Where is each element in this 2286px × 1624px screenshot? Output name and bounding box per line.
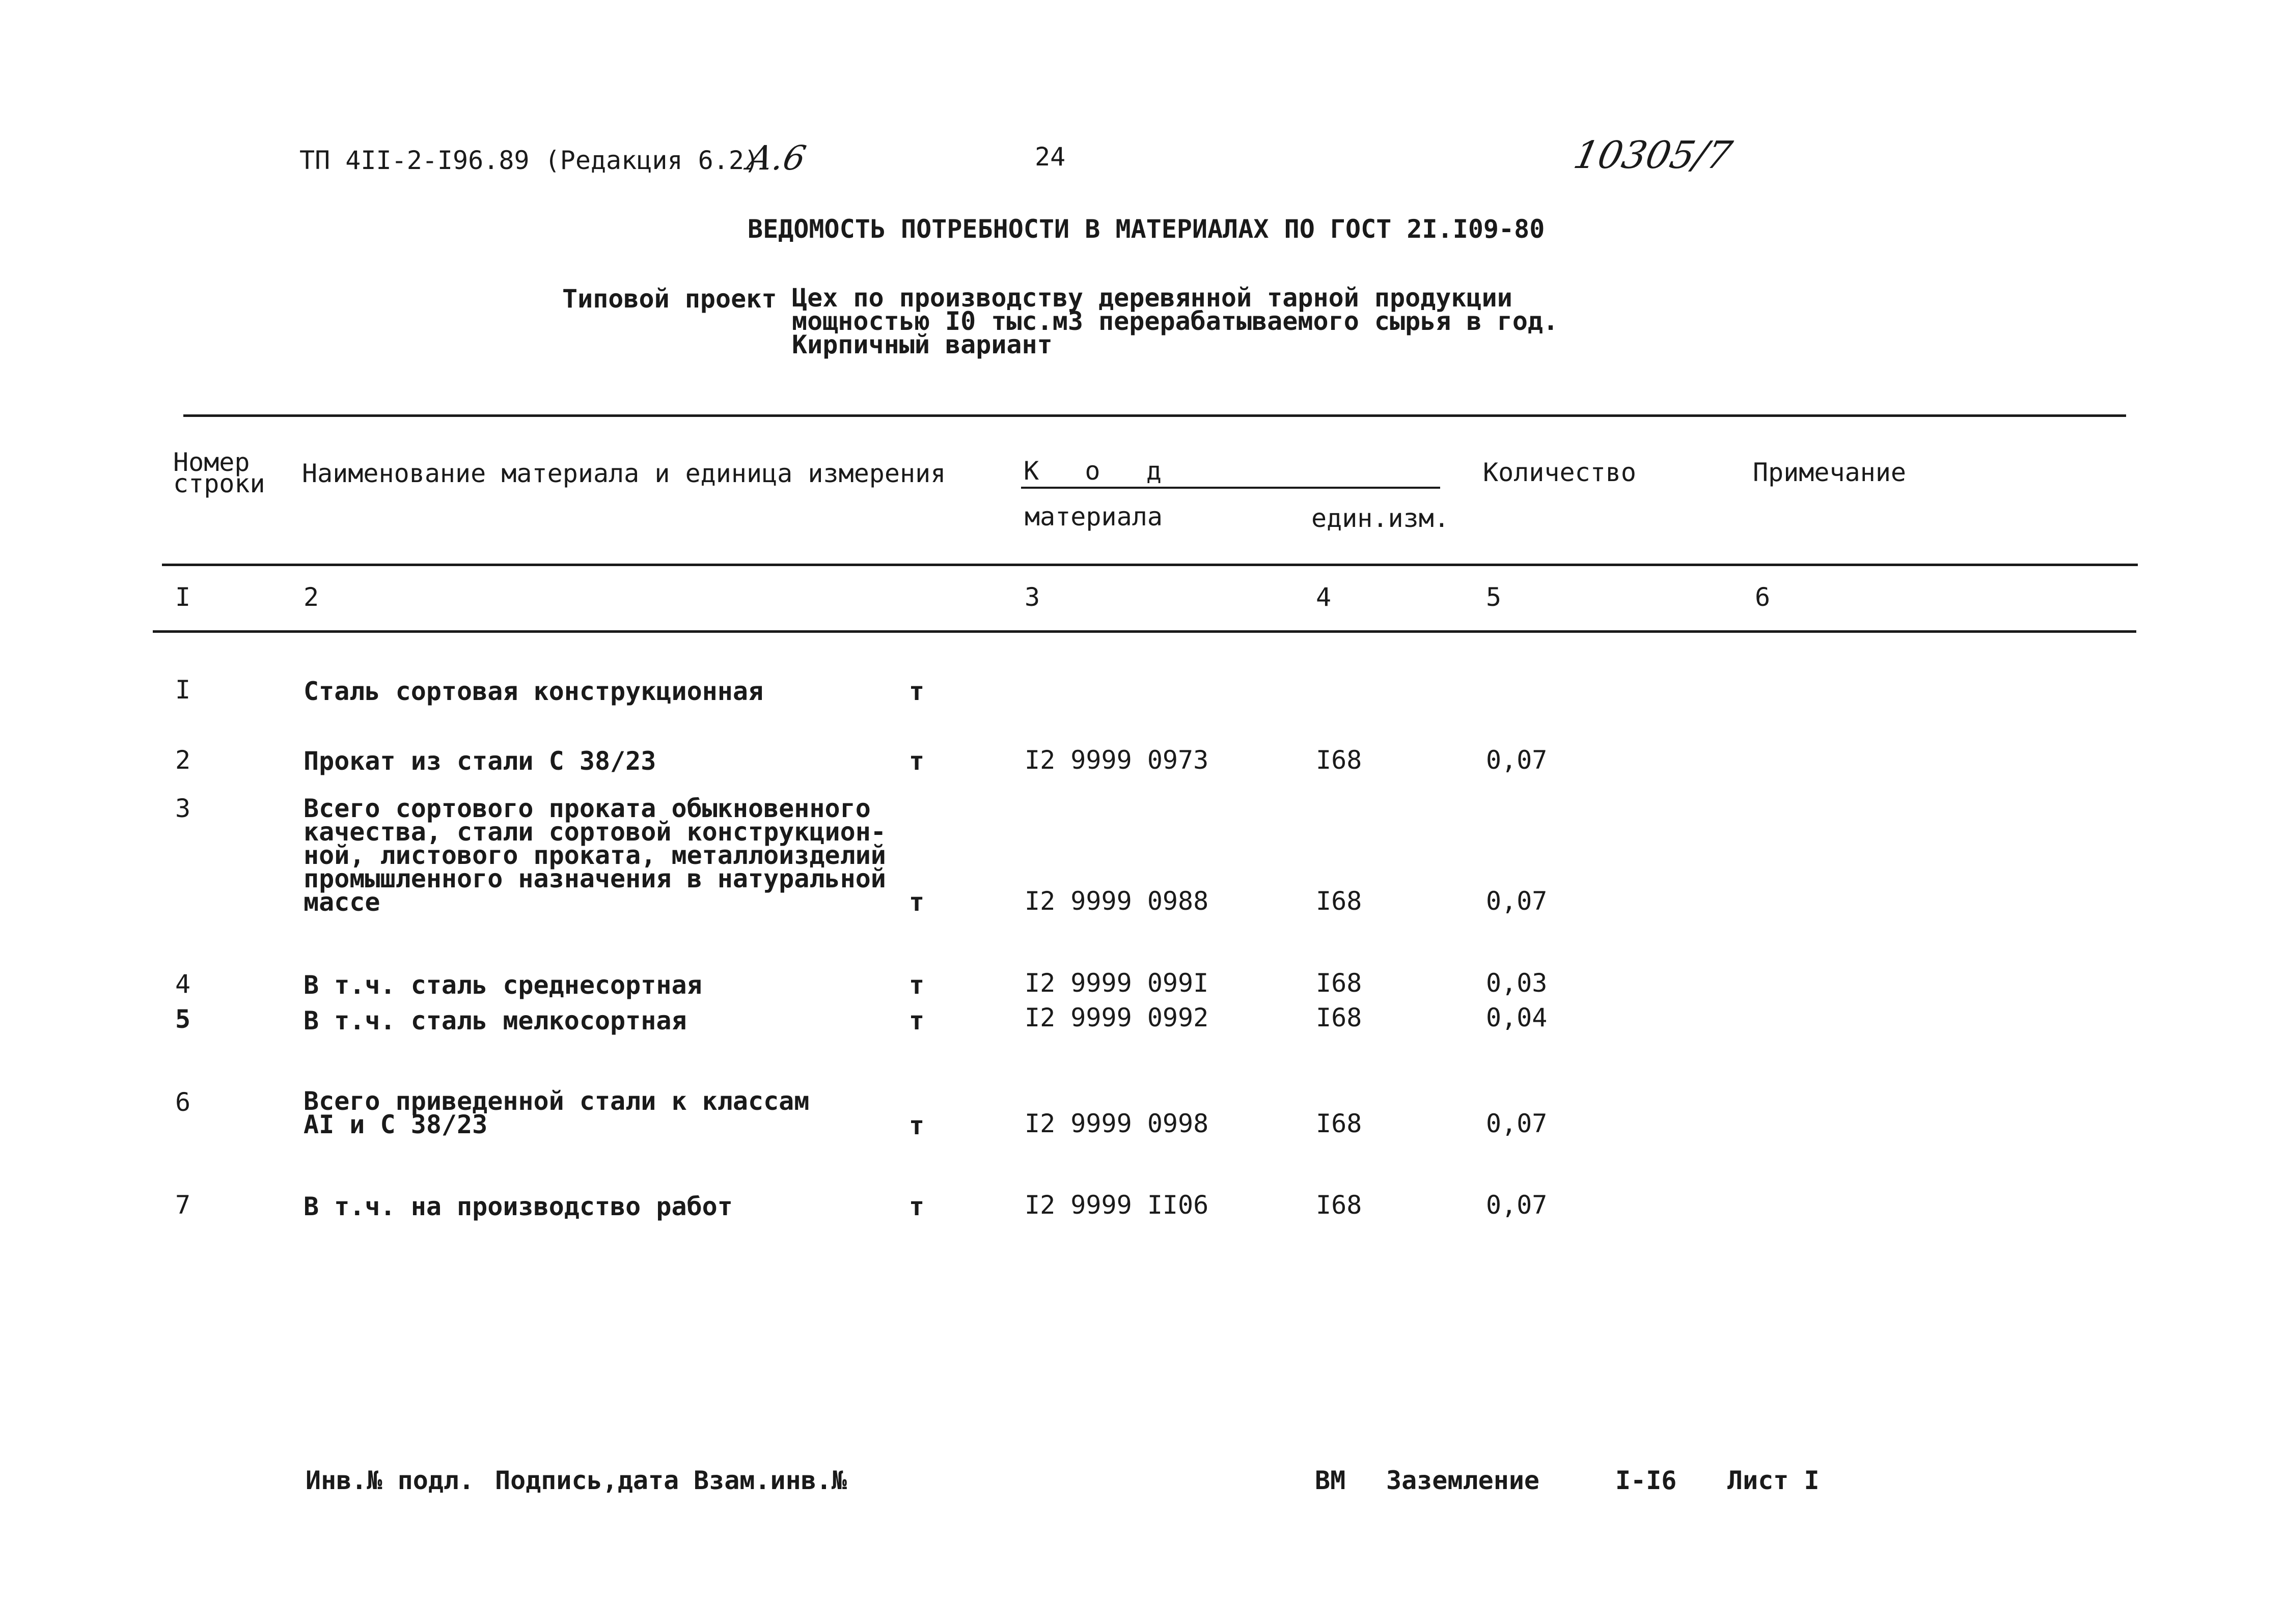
material-name: В т.ч. на производство работ <box>304 1192 733 1221</box>
material-name-line: ной, листового проката, металлоизделий <box>304 841 886 870</box>
footer-sheet-range: I-I6 <box>1615 1466 1677 1495</box>
header-code-material: материала <box>1025 502 1163 531</box>
unit-code: I68 <box>1316 1190 1362 1220</box>
footer-signature-label: Подпись,дата <box>495 1466 679 1495</box>
unit: т <box>909 887 925 917</box>
project-label: Типовой проект <box>562 284 777 314</box>
unit-code: I68 <box>1316 1003 1362 1032</box>
header-code-unit: един.изм. <box>1311 503 1449 533</box>
quantity: 0,07 <box>1486 886 1548 916</box>
row-number: 2 <box>175 745 191 775</box>
footer-sheet-label: Лист I <box>1727 1466 1820 1495</box>
header-row-number <box>173 447 265 498</box>
project-description <box>792 283 1559 359</box>
quantity: 0,07 <box>1486 1109 1548 1138</box>
unit-code: I68 <box>1316 968 1362 998</box>
unit: т <box>909 1192 925 1221</box>
row-number: 5 <box>175 1004 191 1034</box>
column-numbers-rule <box>153 630 2136 633</box>
row-number: 7 <box>175 1190 191 1220</box>
material-code: I2 9999 0973 <box>1025 745 1209 775</box>
unit: т <box>909 1006 925 1035</box>
code-underline <box>1021 487 1440 489</box>
material-name-line: качества, стали сортовой конструкцион- <box>304 817 886 847</box>
header-row-number-line: строки <box>173 469 265 498</box>
material-name-line: АI и С 38/23 <box>304 1110 488 1139</box>
project-line: Цех по производству деревянной тарной продукции <box>792 283 1512 313</box>
column-number: 3 <box>1025 582 1040 612</box>
header-note: Примечание <box>1753 458 1907 487</box>
project-line: мощностью I0 тыс.м3 перерабатываемого сырья в год. <box>792 306 1559 336</box>
material-name-line: Всего приведенной стали к классам <box>304 1086 810 1116</box>
material-name-line: промышленного назначения в натуральной <box>304 864 886 893</box>
page-number: 24 <box>1035 142 1066 172</box>
material-code: I2 9999 0988 <box>1025 886 1209 916</box>
quantity: 0,07 <box>1486 1190 1548 1220</box>
document-reference: ТП 4II-2-I96.89 (Редакция 6.2) <box>299 146 760 175</box>
material-name: Прокат из стали С 38/23 <box>304 746 656 776</box>
material-name <box>304 794 886 917</box>
material-name-line: Всего сортового проката обыкновенного <box>304 794 871 823</box>
handwritten-revision-mark: А.6 <box>743 138 810 178</box>
document-title: ВЕДОМОСТЬ ПОТРЕБНОСТИ В МАТЕРИАЛАХ ПО ГОСТ 2I.I09-80 <box>748 214 1545 244</box>
material-code: I2 9999 0998 <box>1025 1109 1209 1138</box>
column-number: 2 <box>304 582 319 612</box>
material-name <box>304 1086 810 1139</box>
unit: т <box>909 677 925 706</box>
material-code: I2 9999 0992 <box>1025 1003 1209 1032</box>
material-name: В т.ч. сталь среднесортная <box>304 970 702 1000</box>
handwritten-inventory-number: 10305/7 <box>1569 133 1736 177</box>
header-row-number-line: Номер <box>173 447 250 477</box>
footer-section-code: ВМ <box>1315 1466 1346 1495</box>
column-number: 5 <box>1486 582 1502 612</box>
header-code: К о д <box>1024 456 1162 486</box>
material-name: В т.ч. сталь мелкосортная <box>304 1006 687 1035</box>
material-code: I2 9999 II06 <box>1025 1190 1209 1220</box>
footer-section-name: Заземление <box>1386 1466 1540 1495</box>
row-number: 3 <box>175 794 191 823</box>
material-name-line: массе <box>304 887 380 917</box>
unit-code: I68 <box>1316 1109 1362 1138</box>
footer-replacement-label: Взам.инв.№ <box>694 1466 847 1495</box>
row-number: I <box>175 675 191 705</box>
quantity: 0,04 <box>1486 1003 1548 1032</box>
row-number: 6 <box>175 1087 191 1117</box>
quantity: 0,07 <box>1486 745 1548 775</box>
unit: т <box>909 746 925 776</box>
material-code: I2 9999 099I <box>1025 968 1209 998</box>
row-number: 4 <box>175 969 191 999</box>
unit: т <box>909 970 925 1000</box>
unit-code: I68 <box>1316 886 1362 916</box>
unit: т <box>909 1111 925 1140</box>
project-line: Кирпичный вариант <box>792 330 1053 359</box>
quantity: 0,03 <box>1486 968 1548 998</box>
column-number: I <box>175 582 191 612</box>
header-quantity: Количество <box>1483 458 1637 487</box>
header-material-name: Наименование материала и единица измерения <box>302 459 946 488</box>
top-rule <box>183 414 2126 417</box>
column-number: 4 <box>1316 582 1332 612</box>
column-number: 6 <box>1755 582 1771 612</box>
material-name: Сталь сортовая конструкционная <box>304 677 764 706</box>
footer-inventory-label: Инв.№ подл. <box>306 1466 475 1495</box>
header-rule <box>162 564 2138 566</box>
unit-code: I68 <box>1316 745 1362 775</box>
